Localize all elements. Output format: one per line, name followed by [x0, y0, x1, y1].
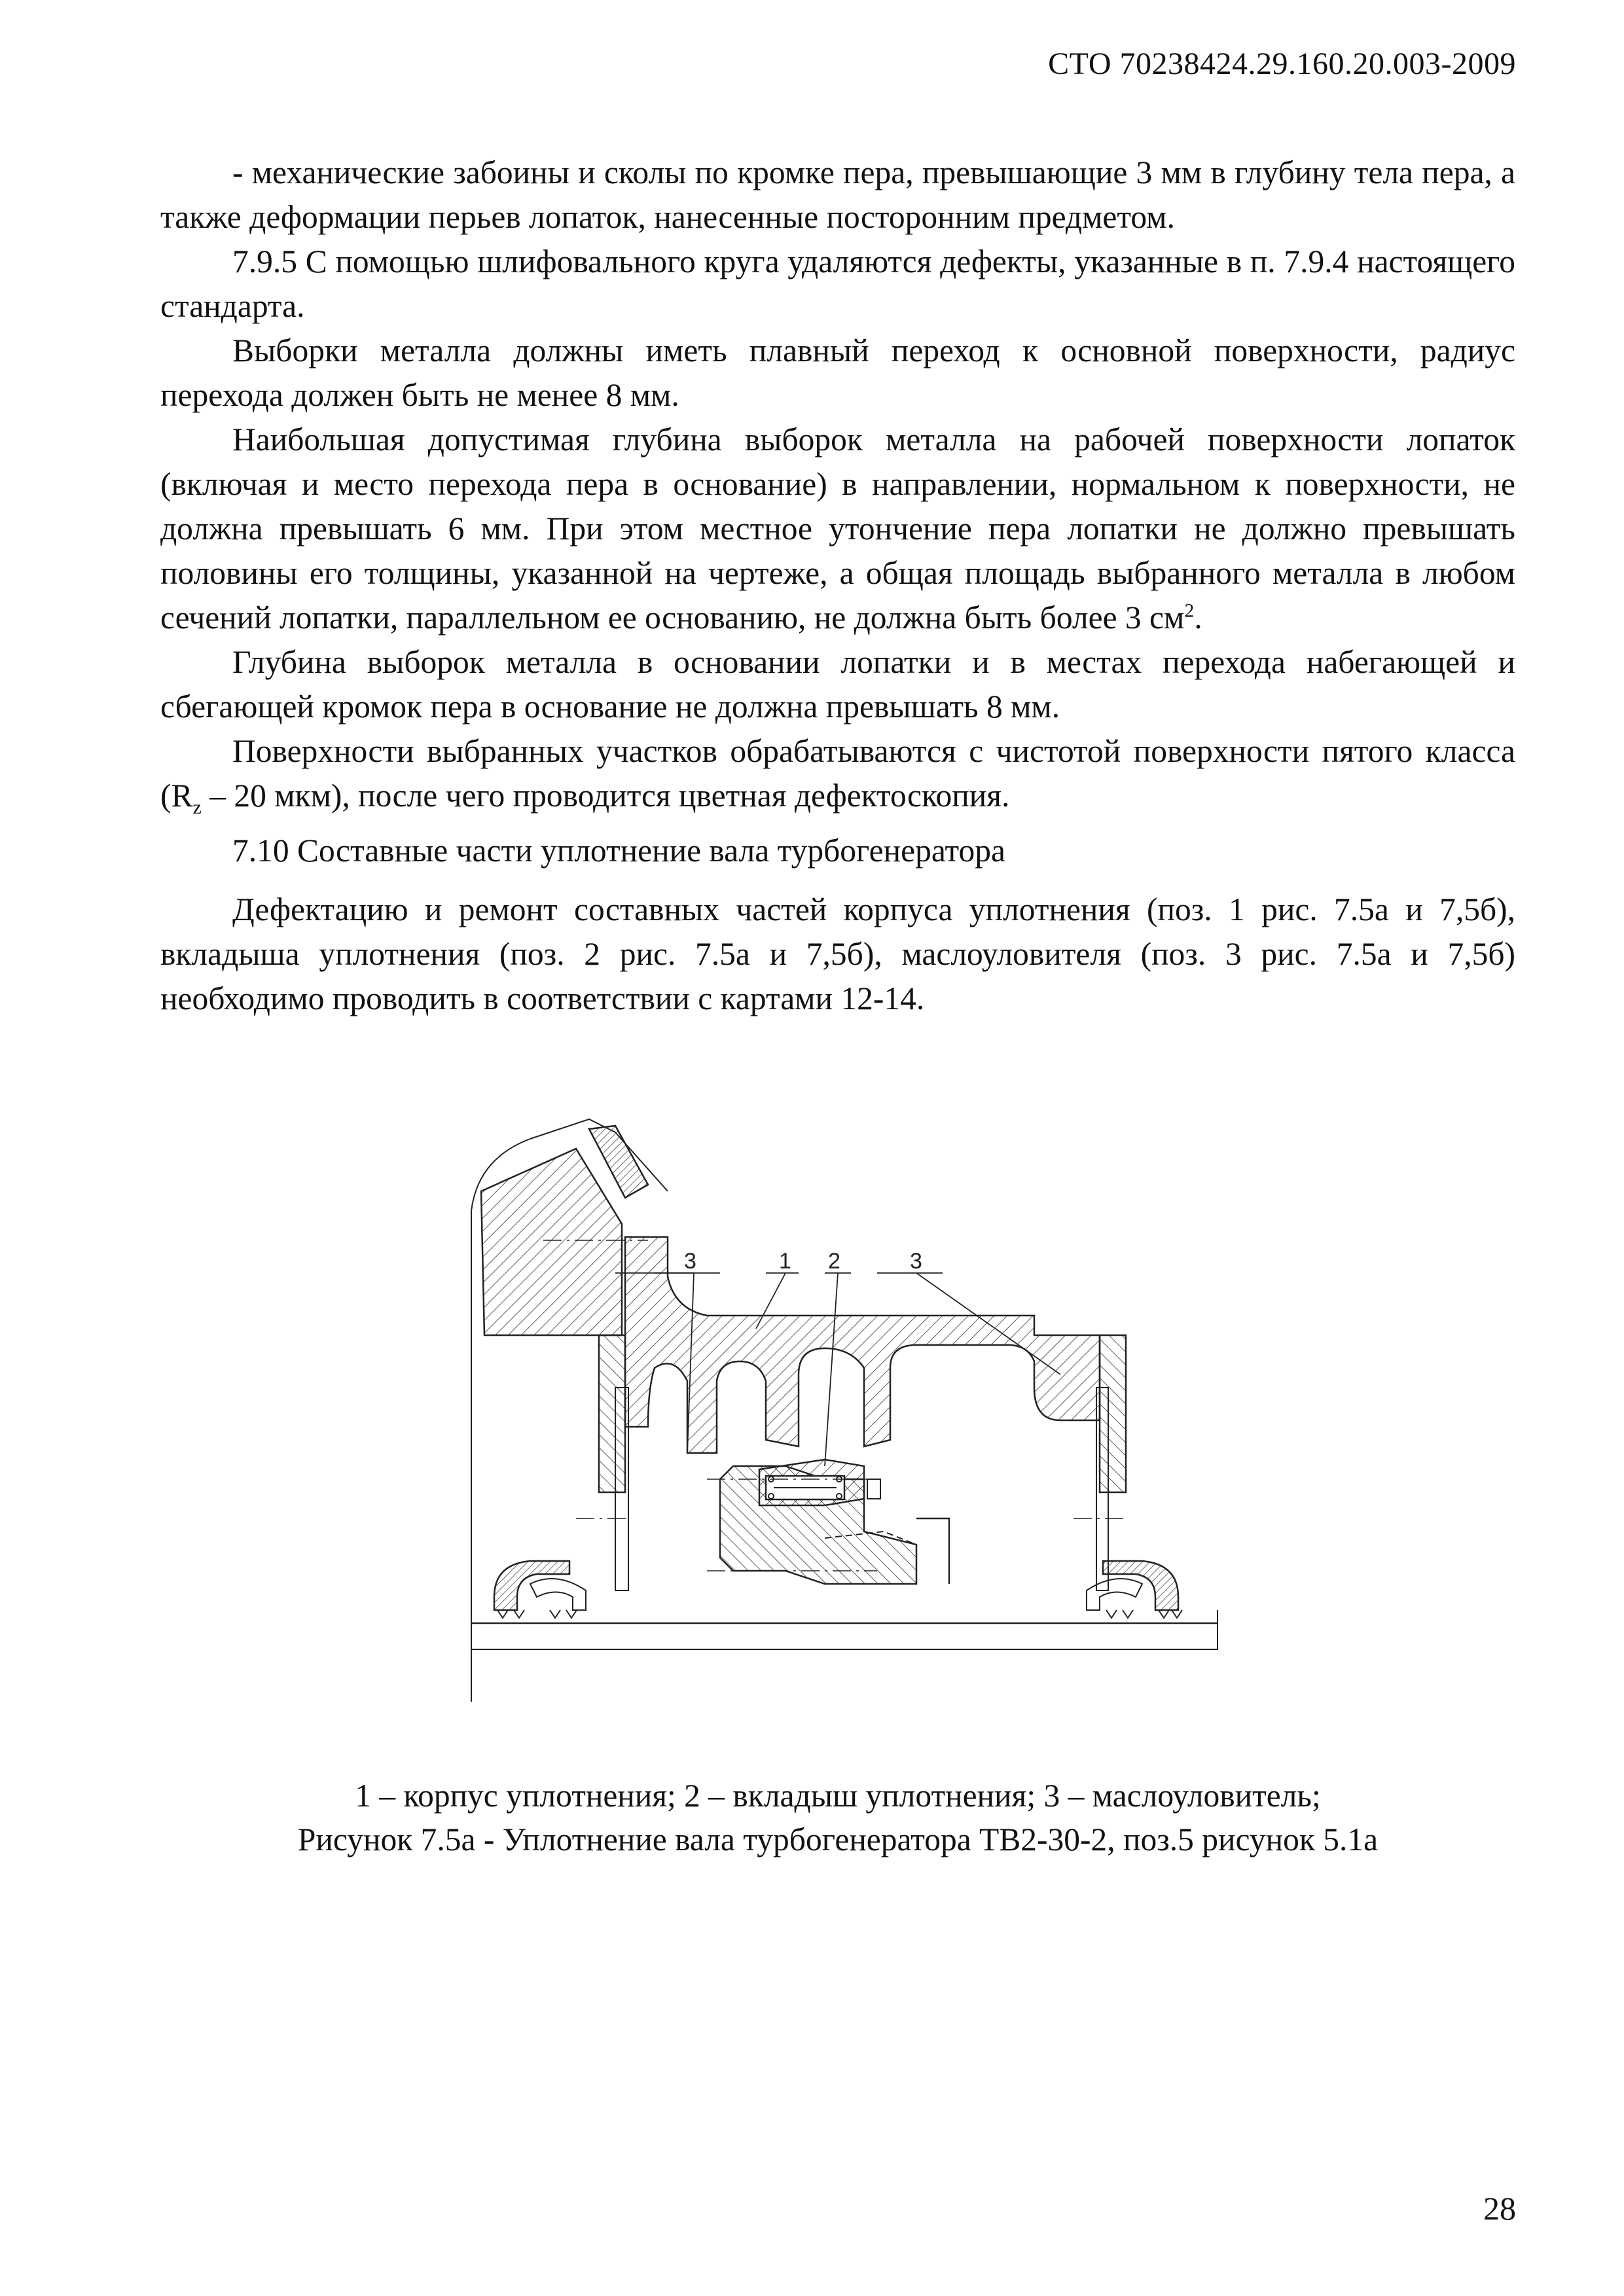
- left-seal-teeth: [497, 1610, 577, 1618]
- right-seal-teeth: [1106, 1610, 1182, 1618]
- right-oil-catcher-lip: [1087, 1579, 1142, 1610]
- figure-label-3-right: 3: [910, 1249, 922, 1274]
- paragraph-depth-at-base: Глубина выборок металла в основании лопатки и в местах перехода набегающей и сбегающей кромок пера в основание не должна превышать 8 мм.: [160, 644, 1515, 725]
- paragraph-surface-finish: [160, 729, 1515, 818]
- paragraph-defectation-repair: Дефектацию и ремонт составных частей корпуса уплотнения (поз. 1 рис. 7.5а и 7,5б), вкладыша уплотнения (поз. 2 рис. 7.5а и 7,5б), маслоуловителя (поз. 3 рис. 7.5а и 7,5б) необходимо проводить в соответствии с картами 12-14.: [160, 891, 1515, 1016]
- subscript-z: z: [192, 796, 202, 818]
- seal-drawing-figure: [458, 1113, 1231, 1761]
- figure-label-2: 2: [828, 1249, 840, 1274]
- end-shield-block: [481, 1149, 622, 1335]
- paragraph-defects-list-item: - механические забоины и сколы по кромке пера, превышающие 3 мм в глубину тела пера, а также деформации перьев лопаток, нанесенные посторонним предметом.: [160, 154, 1515, 235]
- superscript-2: 2: [1184, 600, 1195, 622]
- right-oil-catcher: [1103, 1561, 1178, 1610]
- shaft-bottom: [471, 1610, 1218, 1649]
- figure-legend: 1 – корпус уплотнения; 2 – вкладыш уплотнения; 3 – маслоуловитель;: [355, 1778, 1321, 1814]
- body-text: [160, 151, 1515, 1021]
- left-oil-catcher: [494, 1561, 569, 1610]
- right-flange: [1100, 1335, 1126, 1492]
- shaft-step: [916, 1518, 949, 1584]
- surface-finish-text: Поверхности выбранных участков обрабатываются с чистотой поверхности пятого класса (R: [160, 733, 1515, 814]
- max-depth-end: .: [1194, 600, 1202, 636]
- page-number: 28: [1483, 2190, 1516, 2227]
- bolt-head: [867, 1479, 880, 1499]
- figure-label-1: 1: [779, 1249, 791, 1274]
- seal-technical-drawing: [458, 1113, 1231, 1761]
- figure-caption: Рисунок 7.5а - Уплотнение вала турбогенератора ТВ2-30-2, поз.5 рисунок 5.1а: [297, 1821, 1379, 1857]
- paragraph-7-9-5: 7.9.5 С помощью шлифовального круга удаляются дефекты, указанные в п. 7.9.4 настоящего стандарта.: [160, 243, 1515, 324]
- section-title-7-10: 7.10 Составные части уплотнение вала турбогенератора: [232, 833, 1005, 869]
- paragraph-metal-sampling: Выборки металла должны иметь плавный переход к основной поверхности, радиус перехода должен быть не менее 8 мм.: [160, 332, 1515, 413]
- paragraph-max-depth: [160, 418, 1515, 640]
- max-depth-text: Наибольшая допустимая глубина выборок металла на рабочей поверхности лопаток (включая и место перехода пера в основание) в направлении, нормальном к поверхности, не должна превышать 6 мм. При этом местное утончение пера лопатки не должно превышать половины его толщины, указанной на чертеже, а общая площадь выбранного металла в любом сечений лопатки, параллельном ее основанию, не должна быть более 3 см: [160, 422, 1515, 636]
- figure-label-3-left: 3: [684, 1249, 696, 1274]
- surface-finish-end: – 20 мкм), после чего проводится цветная дефектоскопия.: [201, 778, 1010, 814]
- document-code-header: СТО 70238424.29.160.20.003-2009: [1048, 46, 1516, 81]
- left-oil-catcher-lip: [530, 1579, 586, 1610]
- left-flange: [599, 1335, 625, 1492]
